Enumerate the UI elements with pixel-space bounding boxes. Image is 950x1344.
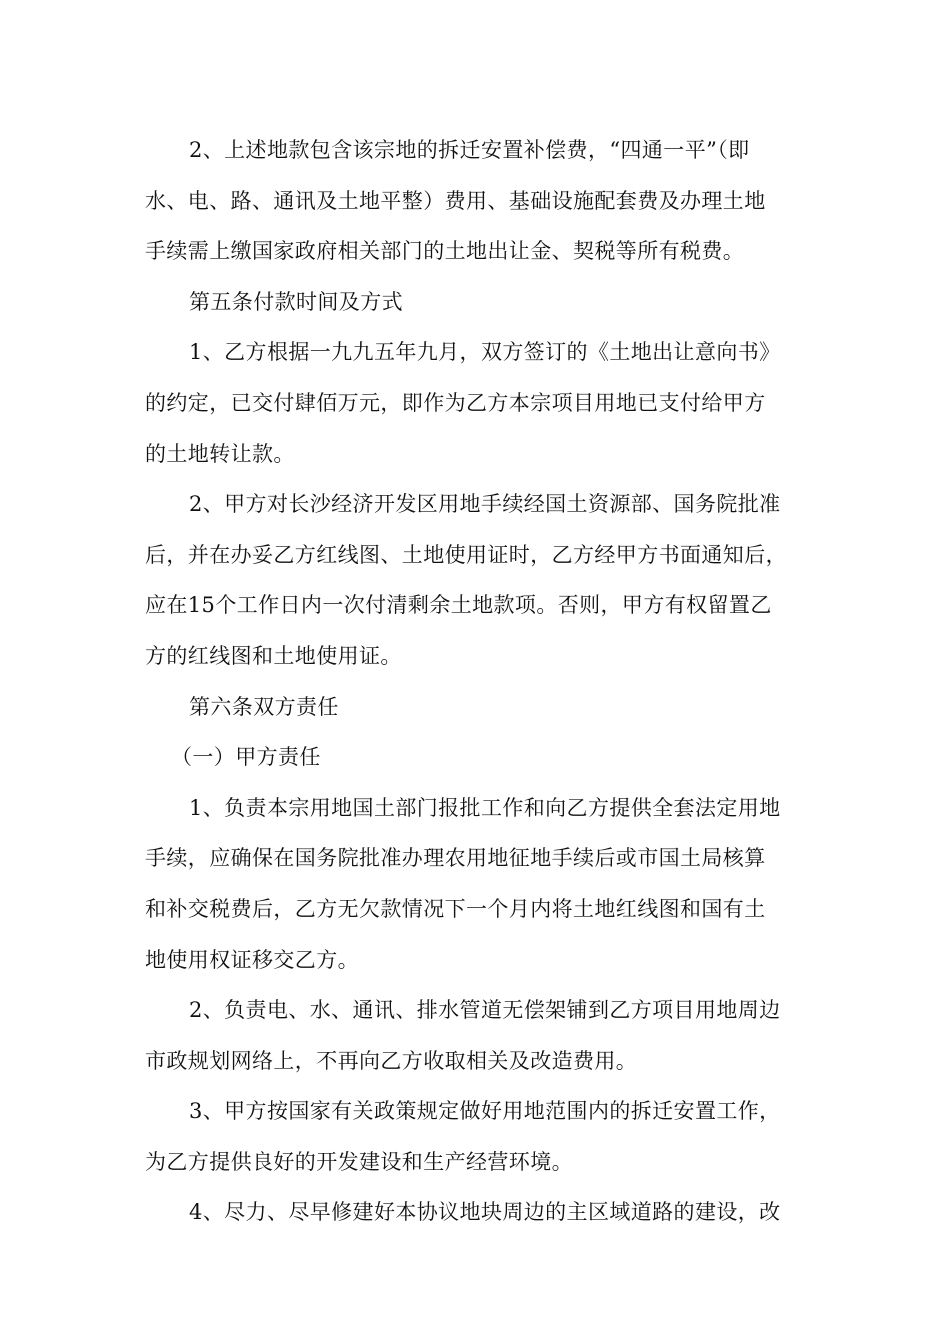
text-line: 的土地转让款。 <box>145 441 295 466</box>
text-line: 地使用权证移交乙方。 <box>145 947 359 972</box>
paragraph-responsibility-2 <box>145 985 815 1086</box>
text-line: 后，并在办妥乙方红线图、土地使用证时，乙方经甲方书面通知后， <box>145 542 787 567</box>
text-line: （一）甲方责任 <box>171 745 321 770</box>
text-line: 1、负责本宗用地国土部门报批工作和向乙方提供全套法定用地 <box>189 795 781 820</box>
article-5-heading <box>145 277 815 328</box>
text-line: 2、上述地款包含该宗地的拆迁安置补偿费，“四通一平”（即 <box>189 138 750 162</box>
document-body <box>145 125 815 1238</box>
text-line: 手续需上缴国家政府相关部门的土地出让金、契税等所有税费。 <box>145 239 745 264</box>
text-line: 2、负责电、水、通讯、排水管道无偿架铺到乙方项目用地周边 <box>189 998 781 1023</box>
paragraph-responsibility-1 <box>145 783 815 985</box>
paragraph-payment-1 <box>145 327 815 479</box>
text-line: 水、电、路、通讯及土地平整）费用、基础设施配套费及办理土地 <box>145 188 766 213</box>
text-line: 方的红线图和土地使用证。 <box>145 643 402 668</box>
text-line: 第五条付款时间及方式 <box>189 289 403 314</box>
text-line: 4、尽力、尽早修建好本协议地块周边的主区域道路的建设，改 <box>189 1200 781 1225</box>
paragraph-responsibility-3 <box>145 1086 815 1187</box>
paragraph-payment-2 <box>145 479 815 681</box>
text-line: 应在15个工作日内一次付清剩余土地款项。否则，甲方有权留置乙 <box>145 593 772 618</box>
text-line: 1、乙方根据一九九五年九月，双方签订的《土地出让意向书》 <box>189 340 781 365</box>
text-line: 和补交税费后，乙方无欠款情况下一个月内将土地红线图和国有土 <box>145 896 766 921</box>
text-line: 2、甲方对长沙经济开发区用地手续经国土资源部、国务院批准 <box>189 492 781 517</box>
party-a-responsibility-heading <box>145 732 815 783</box>
paragraph-land-fee-scope <box>145 125 815 277</box>
text-line: 的约定，已交付肆佰万元，即作为乙方本宗项目用地已支付给甲方 <box>145 390 766 415</box>
text-line: 市政规划网络上，不再向乙方收取相关及改造费用。 <box>145 1048 638 1073</box>
text-line: 手续，应确保在国务院批准办理农用地征地手续后或市国土局核算 <box>145 846 766 871</box>
text-line: 3、甲方按国家有关政策规定做好用地范围内的拆迁安置工作， <box>189 1099 781 1124</box>
article-6-heading <box>145 682 815 733</box>
text-line: 第六条双方责任 <box>189 694 339 719</box>
paragraph-responsibility-4 <box>145 1187 815 1238</box>
text-line: 为乙方提供良好的开发建设和生产经营环境。 <box>145 1149 573 1174</box>
